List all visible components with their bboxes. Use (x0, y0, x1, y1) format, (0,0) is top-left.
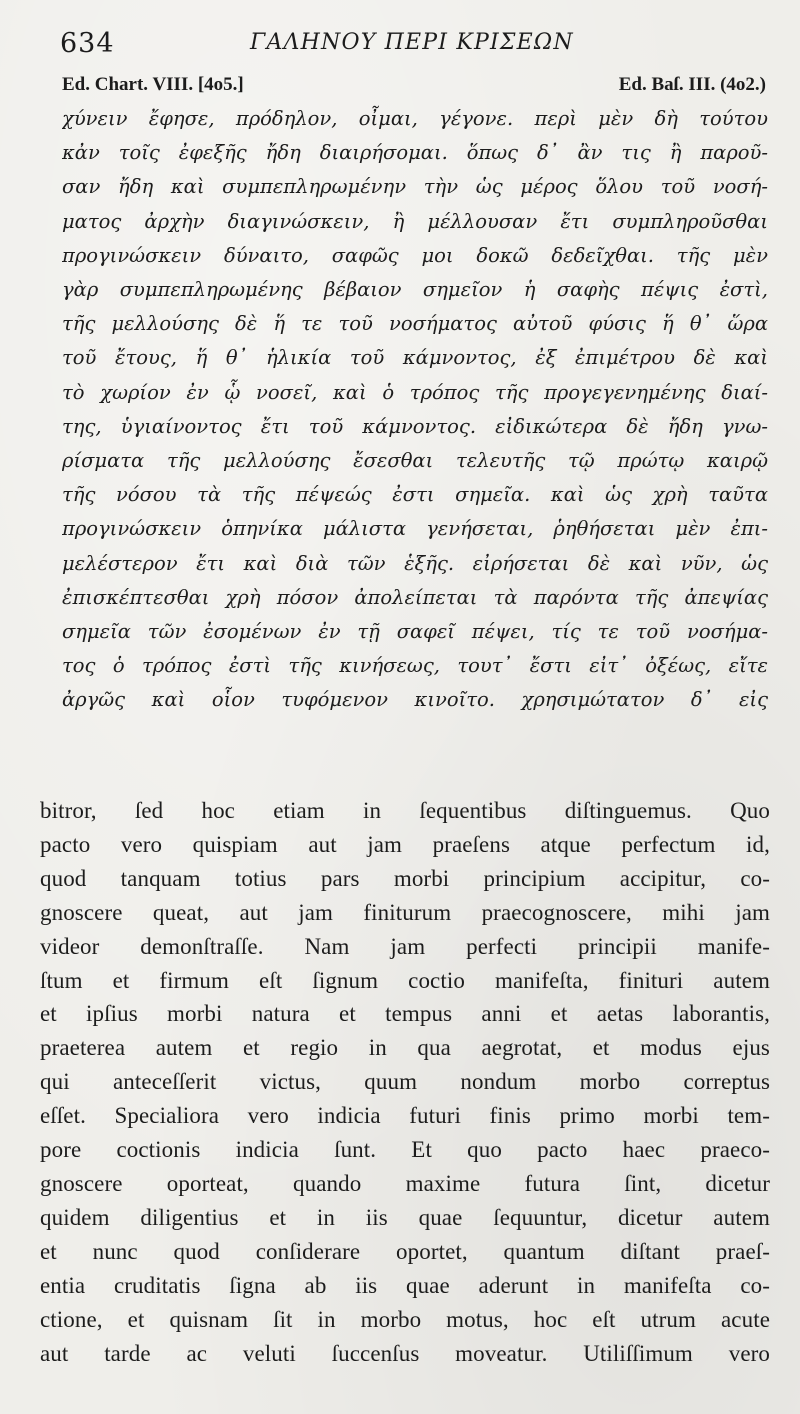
latin-line: gnoscere queat, aut jam finiturum praecognoscere, mihi jam (40, 899, 770, 925)
latin-line: quod tanquam totius pars morbi principium accipitur, co- (40, 865, 770, 891)
edition-chartier: Ed. Chart. VIII. [4o5.] (62, 74, 244, 95)
greek-line: τος ὁ τρόπος ἐστὶ τῆς κινήσεως, τουτ᾽ ἔστι εἰτ᾽ ὀξέως, εἴτε (62, 654, 768, 678)
greek-line: μελέστερον ἔτι καὶ διὰ τῶν ἑξῆς. εἰρήσεται δὲ καὶ νῦν, ὡς (62, 551, 768, 575)
latin-line: pacto vero quispiam aut jam praeſens atque perfectum id, (40, 831, 770, 857)
page-header (60, 28, 765, 68)
latin-line: pore coctionis indicia ſunt. Et quo pacto haec praeco- (40, 1137, 770, 1163)
greek-line: ρίσματα τῆς μελλούσης ἔσεσθαι τελευτῆς τῷ πρώτῳ καιρῷ (62, 449, 768, 473)
page-number: 634 (60, 28, 115, 59)
greek-line: χύνειν ἔφησε, πρόδηλον, οἶμαι, γέγονε. περὶ μὲν δὴ τούτου (62, 107, 768, 130)
latin-line: ſtum et firmum eſt ſignum coctio manifeſta, finituri autem (40, 967, 770, 993)
running-title: ΓΑΛΗΝΟΥ ΠΕΡΙ ΚΡΙΣΕΩΝ (250, 30, 574, 55)
greek-line: προγινώσκειν ὁπηνίκα μάλιστα γενήσεται, ῥηθήσεται μὲν ἐπι- (62, 517, 768, 541)
latin-line: qui anteceſſerit victus, quum nondum morbo correptus (40, 1069, 770, 1095)
greek-line: προγινώσκειν δύναιτο, σαφῶς μοι δοκῶ δεδεῖχθαι. τῆς μὲν (62, 243, 768, 267)
greek-line: τῆς μελλούσης δὲ ἥ τε τοῦ νοσήματος αὐτοῦ φύσις ἥ θ᾽ ὥρα (62, 312, 768, 336)
edition-basel: Ed. Baſ. III. (4o2.) (618, 74, 766, 95)
greek-line: σημεῖα τῶν ἐσομένων ἐν τῇ σαφεῖ πέψει, τίς τε τοῦ νοσήμα- (62, 620, 768, 644)
latin-line: quidem diligentius et in iis quae ſequuntur, dicetur autem (40, 1204, 770, 1230)
greek-line: ματος ἀρχὴν διαγινώσκειν, ἢ μέλλουσαν ἔτι συμπληροῦσθαι (62, 209, 768, 233)
latin-line: praeterea autem et regio in qua aegrotat, et modus ejus (40, 1035, 770, 1061)
latin-line: bitror, ſed hoc etiam in ſequentibus diſtinguemus. Quo (40, 798, 770, 823)
latin-line: videor demonſtraſſe. Nam jam perfecti principii manife- (40, 933, 770, 959)
greek-line: κἀν τοῖς ἐφεξῆς ἤδη διαιρήσομαι. ὅπως δ᾽ ἂν τις ἢ παροῦ- (62, 141, 768, 165)
greek-line: τὸ χωρίον ἐν ᾧ νοσεῖ, καὶ ὁ τρόπος τῆς προγεγενημένης διαί- (62, 380, 768, 404)
latin-line: aut tarde ac veluti ſuccenſus moveatur. Utiliſſimum vero (40, 1340, 770, 1366)
latin-line: entia cruditatis ſigna ab iis quae aderunt in manifeſta co- (40, 1272, 770, 1298)
latin-line: eſſet. Specialiora vero indicia futuri finis primo morbi tem- (40, 1103, 770, 1129)
latin-line: ctione, et quisnam ſit in morbo motus, hoc eſt utrum acute (40, 1306, 770, 1332)
latin-text-block (40, 794, 770, 1370)
greek-line: τοῦ ἔτους, ἥ θ᾽ ἡλικία τοῦ κάμνοντος, ἐξ ἐπιμέτρου δὲ καὶ (62, 346, 768, 370)
latin-line: et ipſius morbi natura et tempus anni et aetas laborantis, (40, 1001, 770, 1027)
greek-text-block (62, 102, 768, 718)
latin-line: et nunc quod conſiderare oportet, quantum diſtant praeſ- (40, 1238, 770, 1264)
greek-line: ἀργῶς καὶ οἷον τυφόμενον κινοῖτο. χρησιμώτατον δ᾽ εἰς (62, 688, 768, 712)
greek-line: ἐπισκέπτεσθαι χρὴ πόσον ἀπολείπεται τὰ παρόντα τῆς ἀπεψίας (62, 585, 768, 609)
greek-line: της, ὑγιαίνοντος ἔτι τοῦ κάμνοντος. εἰδικώτερα δὲ ἤδη γνω- (62, 414, 768, 438)
edition-references (62, 74, 766, 102)
greek-line: γὰρ συμπεπληρωμένης βέβαιον σημεῖον ἡ σαφὴς πέψις ἐστὶ, (62, 278, 768, 302)
latin-line: gnoscere oporteat, quando maxime futura ſint, dicetur (40, 1170, 770, 1196)
greek-line: τῆς νόσου τὰ τῆς πέψεώς ἐστι σημεῖα. καὶ ὡς χρὴ ταῦτα (62, 483, 768, 507)
greek-line: σαν ἤδη καὶ συμπεπληρωμένην τὴν ὡς μέρος ὅλου τοῦ νοσή- (62, 175, 768, 199)
